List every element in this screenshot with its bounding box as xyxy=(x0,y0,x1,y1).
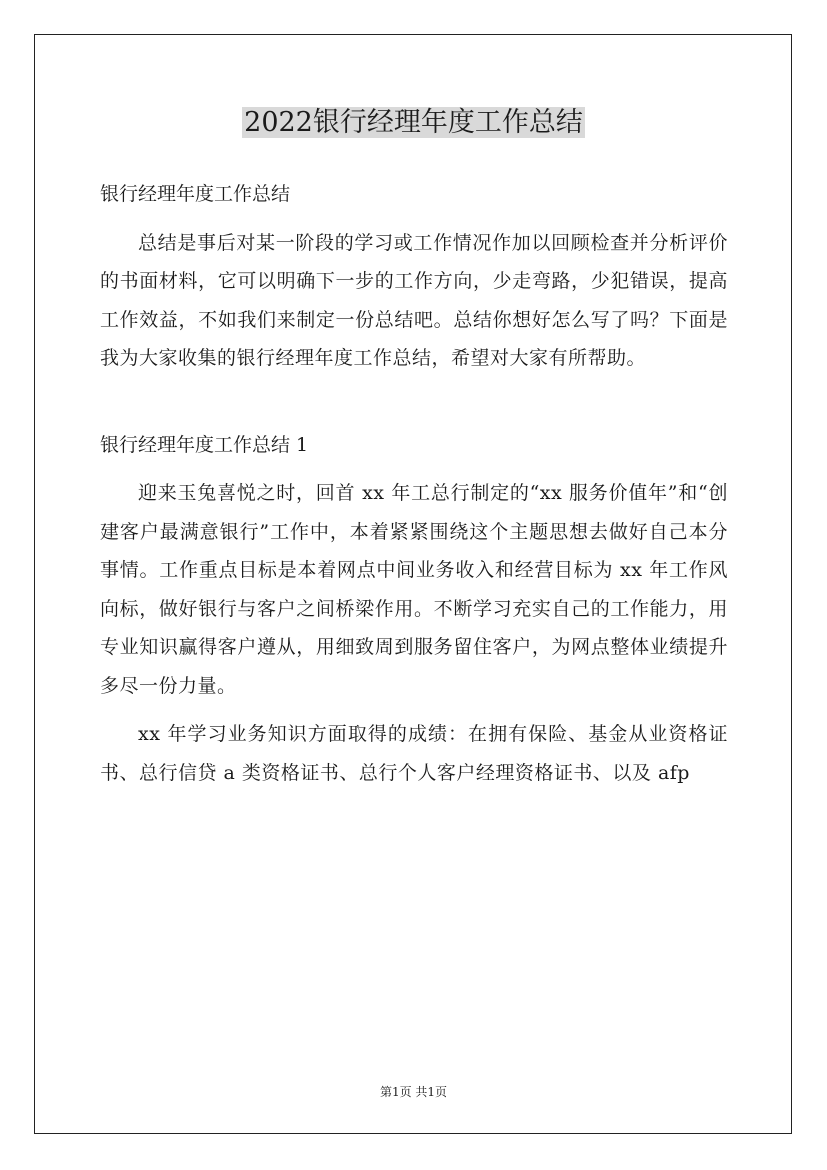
document-body xyxy=(100,175,728,792)
section1-paragraph-2: xx 年学习业务知识方面取得的成绩：在拥有保险、基金从业资格证书、总行信贷 a 类资格证书、总行个人客户经理资格证书、以及 afp xyxy=(100,723,728,784)
document-title xyxy=(0,103,827,143)
document-title-text: 2022银行经理年度工作总结 xyxy=(244,107,583,138)
page-footer: 第1页 共1页 xyxy=(379,1085,448,1099)
intro-paragraph: 总结是事后对某一阶段的学习或工作情况作加以回顾检查并分析评价的书面材料，它可以明确下一步的工作方向，少走弯路，少犯错误，提高工作效益，不如我们来制定一份总结吧。总结你想好怎么写了吗？下面是我为大家收集的银行经理年度工作总结，希望对大家有所帮助。 xyxy=(100,231,728,369)
section1-paragraph-1: 迎来玉兔喜悦之时，回首 xx 年工总行制定的“xx 服务价值年”和“创建客户最满意银行”工作中，本着紧紧围绕这个主题思想去做好自己本分事情。工作重点目标是本着网点中间业务收入和经营目标为 xx 年工作风向标，做好银行与客户之间桥梁作用。不断学习充实自己的工作能力，用专业知识赢得客户遵从，用细致周到服务留住客户，为网点整体业绩提升多尽一份力量。 xyxy=(100,482,728,697)
intro-heading: 银行经理年度工作总结 xyxy=(100,183,291,205)
section1-heading: 银行经理年度工作总结 1 xyxy=(100,433,309,456)
